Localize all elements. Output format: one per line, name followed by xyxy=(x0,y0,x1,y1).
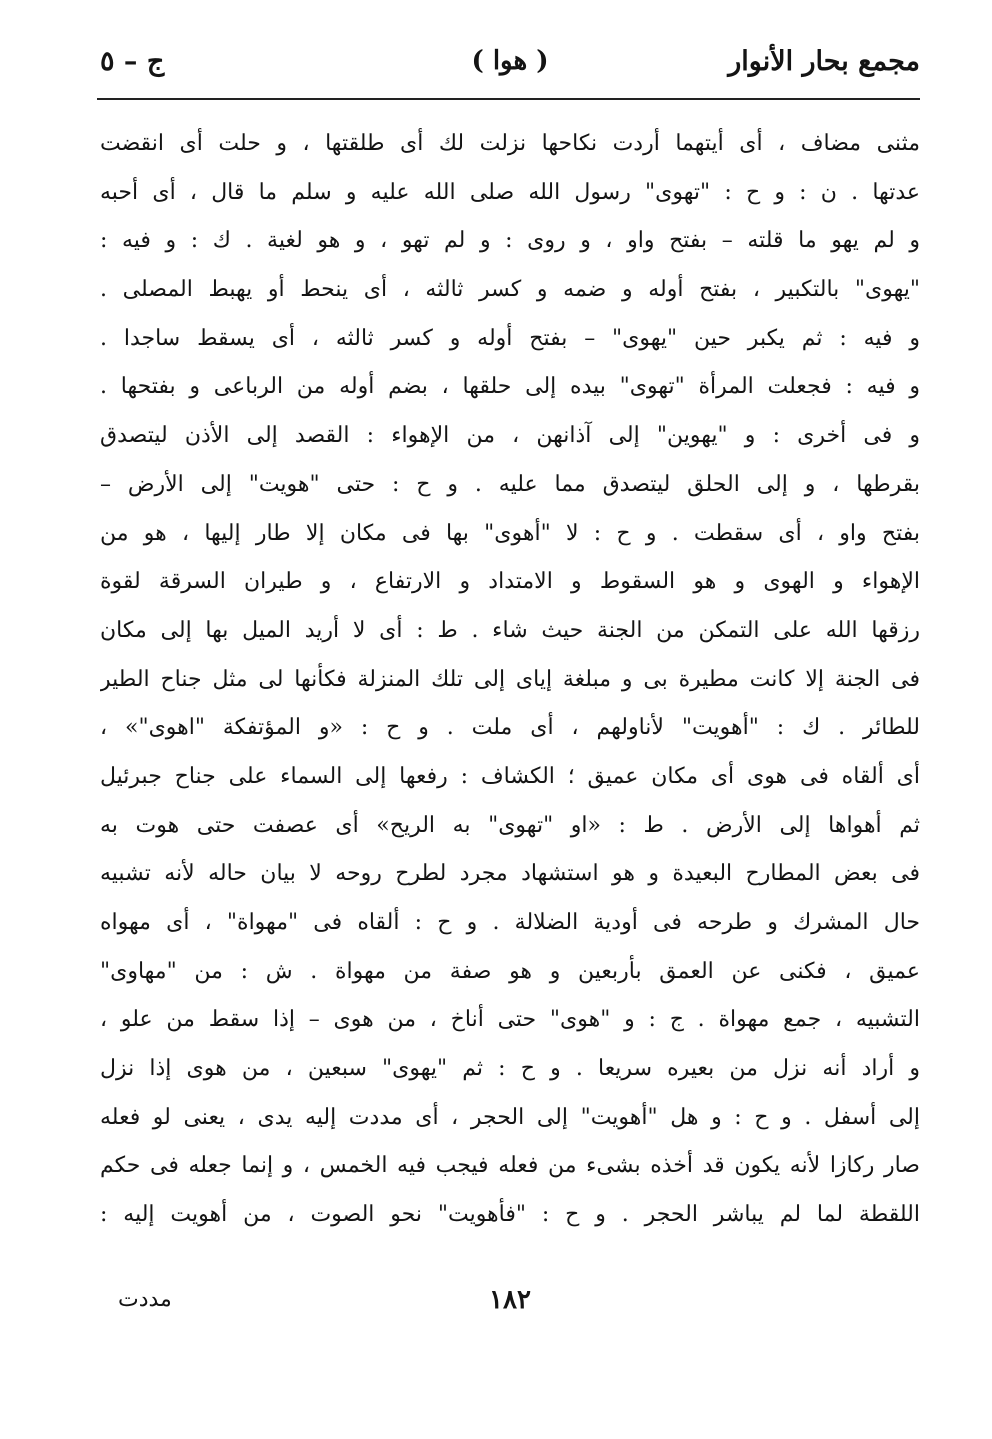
text-line: حال المشرك و طرحه فى أودية الضلالة . و ح : ألقاه فى "مهواة" ، أى مهواه xyxy=(100,910,920,935)
text-line: و لم يهو ما قلته – بفتح واو ، و روى : و لم تهو ، و هو لغية . ك : و فيه : xyxy=(100,228,920,254)
text-line: أى ألقاه فى هوى أى مكان عميق ؛ الكشاف : رفعها إلى السماء على جناح جبرئيل xyxy=(100,763,920,789)
text-line: رزقها الله على التمكن من الجنة حيث شاء . ط : أى لا أريد الميل بها إلى مكان xyxy=(100,617,920,643)
header-rule xyxy=(97,98,920,100)
text-line: التشبيه ، جمع مهواة . ج : و "هوى" حتى أناخ ، من هوى – إذا سقط من علو ، xyxy=(100,1007,920,1033)
book-title: مجمع بحار الأنوار xyxy=(728,46,920,77)
text-line: و فيه : ثم يكبر حين "يهوى" – بفتح أوله و كسر ثالثه ، أى يسقط ساجدا . xyxy=(100,325,920,351)
text-line: صار ركازا لأنه يكون قد أخذه بشىء من فعله فيجب فيه الخمس ، و إنما جعله فى حكم xyxy=(100,1153,920,1179)
text-line: عدتها . ن : و ح : "تهوى" رسول الله صلى الله عليه و سلم ما قال ، أى أحبه xyxy=(100,179,920,205)
text-line: "يهوى" بالتكبير ، بفتح أوله و ضمه و كسر ثالثه ، أى ينحط أو يهبط المصلى . xyxy=(100,277,920,303)
text-line: فى بعض المطارح البعيدة و هو استشهاد مجرد لطرح روحه لا بيان حاله لأنه تشبيه xyxy=(100,861,920,887)
text-line: و فيه : فجعلت المرأة "تهوى" بيده إلى حلقها ، بضم أوله من الرباعى و بفتحها . xyxy=(100,374,920,400)
page-footer xyxy=(100,1285,920,1325)
text-line: الإهواء و الهوى و هو السقوط و الامتداد و الارتفاع ، و طيران السرقة لقوة xyxy=(100,569,920,595)
catchword: مددت xyxy=(118,1287,172,1312)
text-line: فى الجنة إلا كانت مطيرة بى و مبلغة إياى إلى تلك المنزلة فكأنها لى مثل جناح الطير xyxy=(100,666,920,692)
text-line: مثنى مضاف ، أى أيتهما أردت نكاحها نزلت لك أى طلقتها ، و حلت أى انقضت xyxy=(100,131,920,156)
text-line: عميق ، فكنى عن العمق بأربعين و هو صفة من مهواة . ش : من "مهاوى" xyxy=(100,958,920,984)
entry-heading: ( هوا ) xyxy=(471,46,549,76)
text-line: ثم أهواها إلى الأرض . ط : «او "تهوى" به الريح» أى عصفت حتى هوت به xyxy=(100,812,920,838)
body-text xyxy=(100,120,920,1240)
running-header xyxy=(100,46,920,94)
text-line: و فى أخرى : و "يهوين" إلى آذانهن ، من الإهواء : القصد إلى الأذن ليتصدق xyxy=(100,423,920,449)
text-line: و أراد أنه نزل من بعيره سريعا . و ح : ثم "يهوى" سبعين ، من هوى إذا نزل xyxy=(100,1056,920,1082)
page-number: ١٨٢ xyxy=(489,1285,531,1315)
text-line: إلى أسفل . و ح : و هل "أهويت" إلى الحجر ، أى مددت إليه يدى ، يعنى لو فعله xyxy=(100,1104,920,1130)
text-line: للطائر . ك : "أهويت" لأناولهم ، أى ملت . و ح : «و المؤتفكة "اهوى"» ، xyxy=(100,715,920,741)
text-line: بقرطها ، و إلى الحلق ليتصدق مما عليه . و ح : حتى "هويت" إلى الأرض – xyxy=(100,471,920,497)
volume-label: ج – ٥ xyxy=(100,46,165,77)
text-line: اللقطة لما لم يباشر الحجر . و ح : "فأهويت" نحو الصوت ، من أهويت إليه : xyxy=(100,1202,920,1228)
text-line: بفتح واو ، أى سقطت . و ح : لا "أهوى" بها فى مكان إلا طار إليها ، هو من xyxy=(100,520,920,546)
